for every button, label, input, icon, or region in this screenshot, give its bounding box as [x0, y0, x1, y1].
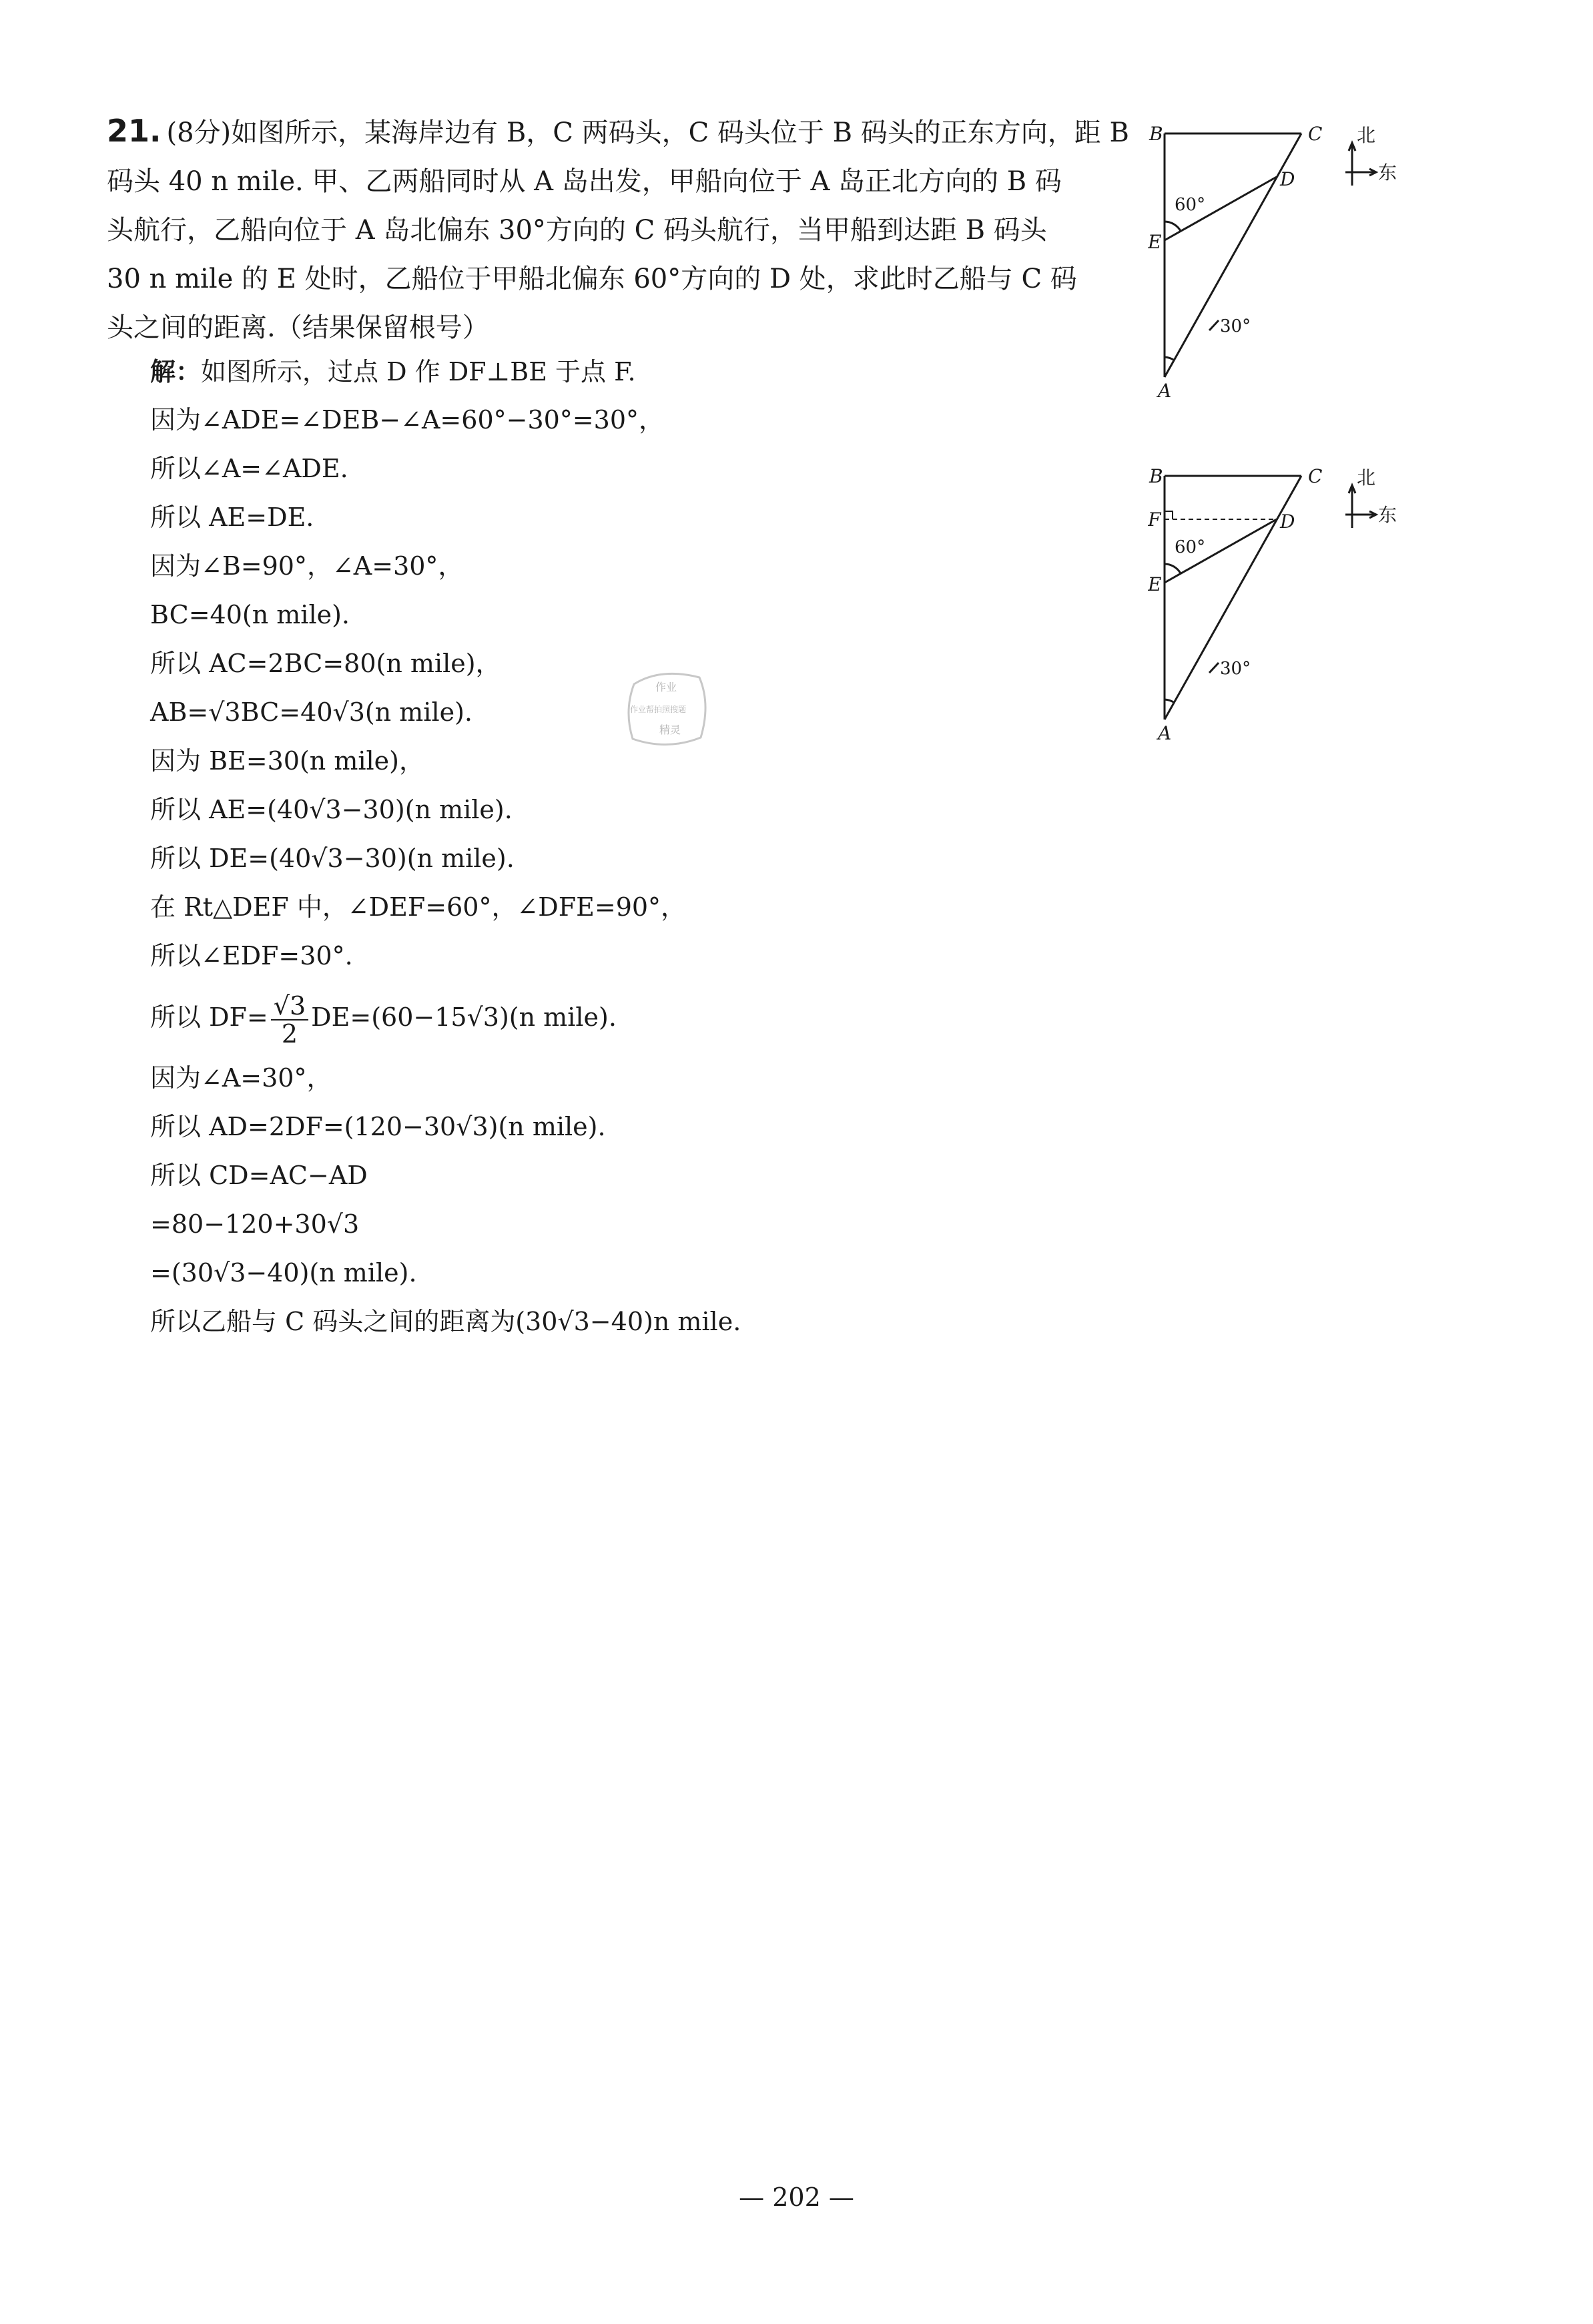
watermark-stamp: [621, 664, 714, 754]
problem-line-1: 21. (8分)如图所示，某海岸边有 B，C 两码头，C 码头位于 B 码头的正东方向，距 B: [107, 113, 1129, 149]
label-b: B: [1149, 123, 1163, 145]
solution-line: 因为∠B=90°，∠A=30°，: [150, 551, 464, 581]
figure-1: [1148, 107, 1428, 400]
compass-east-label: 东: [1378, 162, 1397, 184]
solution-line: 在 Rt△DEF 中，∠DEF=60°，∠DFE=90°，: [150, 892, 687, 922]
compass-north-label: 北: [1357, 124, 1376, 146]
label-b: B: [1149, 465, 1163, 487]
solution-line: AB=√3BC=40√3(n mile).: [150, 697, 472, 727]
solution-line: 因为∠ADE=∠DEB−∠A=60°−30°=30°，: [150, 405, 665, 434]
solution-line: 所以 AE=DE.: [150, 503, 314, 532]
solution-line: =(30√3−40)(n mile).: [150, 1258, 417, 1287]
label-f: F: [1148, 509, 1161, 531]
problem-number: 21.: [107, 113, 162, 149]
figure-2-svg: [1148, 449, 1428, 743]
angle-arc-30: [1165, 699, 1175, 703]
solution-line: 所以∠EDF=30°.: [150, 941, 353, 970]
problem-line-3: 头航行，乙船向位于 A 岛北偏东 30°方向的 C 码头航行，当甲船到达距 B 码头: [107, 215, 1047, 246]
angle-label-30: 30°: [1220, 316, 1251, 336]
right-angle-mark: [1165, 511, 1173, 519]
angle-arc-60: [1165, 564, 1181, 573]
compass-east-label: 东: [1378, 504, 1397, 526]
solution-line: 所以 AC=2BC=80(n mile)，: [150, 649, 501, 678]
solution-line: 所以 DE=(40√3−30)(n mile).: [150, 844, 515, 873]
solution-line: 所以∠A=∠ADE.: [150, 454, 348, 483]
page-number: — 202 —: [739, 2183, 854, 2212]
solution: [150, 347, 1138, 1346]
label-d: D: [1280, 168, 1295, 190]
watermark-line-2: 作业帮拍照搜题: [630, 705, 687, 714]
solution-head: 解：: [150, 356, 202, 386]
angle-tick-30: [1209, 663, 1219, 673]
solution-line: 因为∠A=30°，: [150, 1063, 332, 1093]
watermark-svg: [621, 664, 714, 754]
watermark-line-1: 作业: [655, 681, 677, 693]
watermark-line-3: 精灵: [659, 723, 681, 736]
angle-label-30: 30°: [1220, 659, 1251, 679]
label-e: E: [1148, 231, 1162, 253]
compass-north-label: 北: [1357, 467, 1376, 489]
angle-label-60: 60°: [1175, 195, 1206, 215]
angle-label-60: 60°: [1175, 537, 1206, 557]
solution-line: 解：如图所示，过点 D 作 DF⊥BE 于点 F.: [150, 356, 636, 386]
problem-line-2: 码头 40 n mile. 甲、乙两船同时从 A 岛出发，甲船向位于 A 岛正北方向的 B 码: [107, 166, 1062, 197]
solution-line: 所以 AE=(40√3−30)(n mile).: [150, 795, 513, 824]
angle-tick-30: [1209, 320, 1219, 330]
problem-statement: [107, 107, 1148, 352]
angle-arc-60: [1165, 222, 1181, 231]
problem-line-5: 头之间的距离.（结果保留根号）: [107, 312, 489, 343]
solution-line: 所以 CD=AC−AD: [150, 1161, 368, 1190]
figure-2: [1148, 449, 1428, 743]
solution-line: 所以乙船与 C 码头之间的距离为(30√3−40)n mile.: [150, 1307, 741, 1336]
label-a: A: [1158, 722, 1172, 743]
label-e: E: [1148, 573, 1162, 595]
label-c: C: [1308, 123, 1323, 145]
solution-line: =80−120+30√3: [150, 1209, 360, 1239]
figure-1-svg: [1148, 107, 1428, 400]
problem-line-4: 30 n mile 的 E 处时，乙船位于甲船北偏东 60°方向的 D 处，求此时乙船与 C 码: [107, 264, 1077, 294]
fraction: $\frac{√3}{2}$: [271, 992, 308, 1047]
solution-line-fraction: 所以 DF= $\frac{√3}{2}$ DE=(60−15√3)(n mile).: [150, 990, 617, 1049]
solution-line: BC=40(n mile).: [150, 600, 350, 629]
solution-line: 因为 BE=30(n mile)，: [150, 746, 424, 776]
label-c: C: [1308, 465, 1323, 487]
label-a: A: [1158, 380, 1172, 400]
angle-arc-30: [1165, 357, 1175, 360]
label-d: D: [1280, 511, 1295, 533]
solution-line: 所以 AD=2DF=(120−30√3)(n mile).: [150, 1112, 606, 1141]
